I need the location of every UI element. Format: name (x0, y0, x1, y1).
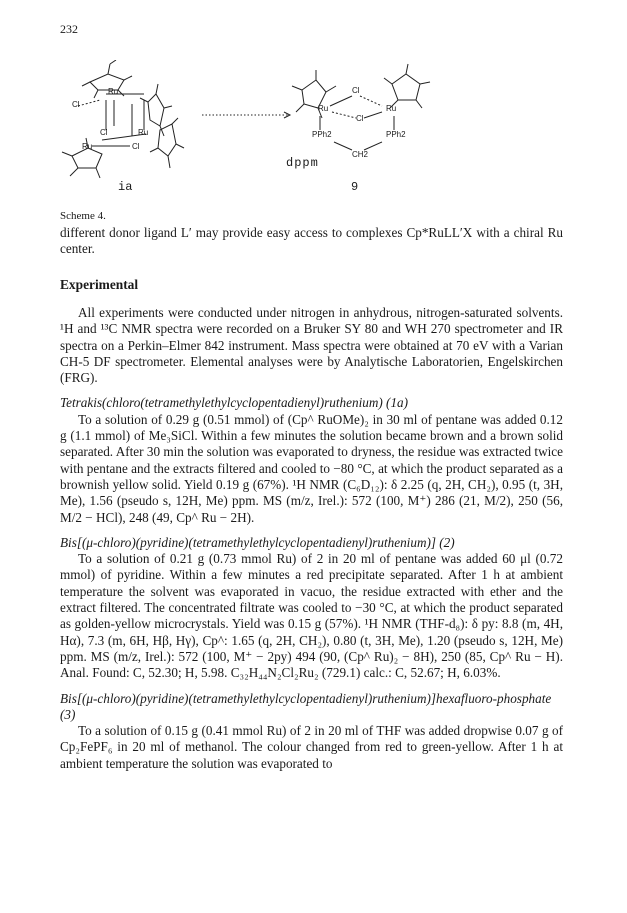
scheme-caption: Scheme 4. (60, 210, 106, 222)
cp-ring-right-right (384, 64, 430, 108)
atom-pph2-right: PPh2 (386, 130, 406, 139)
compound-2-body: To a solution of 0.21 g (0.73 mmol Ru) of 2 in 20 ml of pentane was added 60 μl (0.72 mmol) of pyridine. Within a few minutes a red precipitate separated. After 1 h at ambient temperature the solvent was evaporated in vacuo, the residue extracted with ether and the extract filtered. The concentrated filtrate was cooled to −30 °C, at which the product separated as golden-yellow microcrystals. Yield was 0.15 g (57%). ¹H NMR (THF-d₈): δ py: 8.8 (m, 4H, Hα), 7.3 (m, 6H, Hβ, Hγ), Cp^: 1.65 (q, 2H, CH₂), 0.80 (t, 3H, Me), 1.20 (pseudo s, 12H, Me) ppm. MS (m/z, Irel.): 572 (100, M⁺ − 2py) 494 (90, (Cp^ Ru)₂ − 8H), 250 (85, Cp^ Ru − H). Anal. Found: C, 52.30; H, 5.98. C₃₂H₄₄N₂Cl₂Ru₂ (729.1) calc.: C, 52.67; H, 6.03%. (60, 551, 563, 681)
atom-cl-bottom: Cl (132, 142, 140, 151)
cp-ring-left-right (292, 70, 336, 118)
page-number: 232 (60, 22, 78, 36)
atom-ru-top: Ru (108, 87, 119, 96)
scheme-structures (60, 60, 560, 200)
atom-ru-bottom: Ru (82, 142, 93, 151)
intro-paragraph (60, 225, 563, 258)
section-heading: Experimental (60, 277, 139, 292)
compound-3-title: Bis[(μ-chloro)(pyridine)(tetramethylethylcyclopentadienyl)ruthenium)]hexafluoro-phosphate (3) (60, 690, 552, 722)
reagent-label: dppm (286, 156, 319, 170)
compound-label-left: ia (118, 180, 133, 194)
reaction-scheme (60, 60, 560, 200)
experimental-body (60, 305, 563, 772)
atom-ru-right: Ru (138, 128, 149, 137)
cp-ring-bottomright-left (150, 118, 184, 168)
atom-cl-top: Cl (72, 100, 80, 109)
atom-pph2-left: PPh2 (312, 130, 332, 139)
atom-ru-right2: Ru (386, 104, 397, 113)
cp-ring-top-left (82, 60, 132, 98)
intro-text: different donor ligand L′ may provide easy access to complexes Cp*RuLL′X with a chiral Ru center. (60, 225, 563, 257)
compound-2-title: Bis[(μ-chloro)(pyridine)(tetramethylethylcyclopentadienyl)ruthenium)] (2) (60, 534, 455, 550)
compound-1a-title: Tetrakis(chloro(tetramethylethylcyclopentadienyl)ruthenium) (1a) (60, 395, 409, 411)
atom-cl-mid: Cl (100, 128, 108, 137)
compound-3-body: To a solution of 0.15 g (0.41 mmol Ru) of 2 in 20 ml of THF was added dropwise 0.07 g of Cp₂FePF₆ in 20 ml of methanol. The colour changed from red to green-yellow. After 1 h at ambient temperature the solution was evaporated to (60, 723, 563, 771)
atom-cl-lower: Cl (356, 114, 364, 123)
atom-ch2: CH2 (352, 150, 369, 159)
compound-1a-body: To a solution of 0.29 g (0.51 mmol) of (Cp^ RuOMe)₂ in 30 ml of pentane was added 0.12 g (1.1 mmol) of Me₃SiCl. Within a few minutes the solution became brown and a brown solid separated. After 30 min the solution was evaporated to dryness, the residue was extracted twice with pentane and the extracts filtered and cooled to −80 °C, at which the product separated as a brownish yellow solid. Yield 0.19 g (67%). ¹H NMR (C₆D₁₂): δ 2.25 (q, 2H, CH₂), 0.95 (t, 3H, Me), 1.56 (pseudo s, 12H, Me) ppm. MS (m/z, Irel.): 572 (100, M⁺) 286 (21, M/2), 250 (56, M/2 − HCl), 248 (49, Cp^ Ru − 2H). (60, 411, 563, 525)
atom-ru-left2: Ru (318, 104, 329, 113)
compound-label-right: 9 (351, 180, 359, 194)
atom-cl-upper: Cl (352, 86, 360, 95)
general-paragraph: All experiments were conducted under nitrogen in anhydrous, nitrogen-saturated solvents. ¹H and ¹³C NMR spectra were recorded on a Bruker SY 80 and WH 270 spectrometer and IR spectra on a Perkin–Elmer 842 instrument. Mass spectra were obtained at 70 eV with a Varian CH-5 DF spectrometer. Elemental analyses were by Analytische Laboratorien, Engelskirchen (FRG). (60, 305, 563, 386)
